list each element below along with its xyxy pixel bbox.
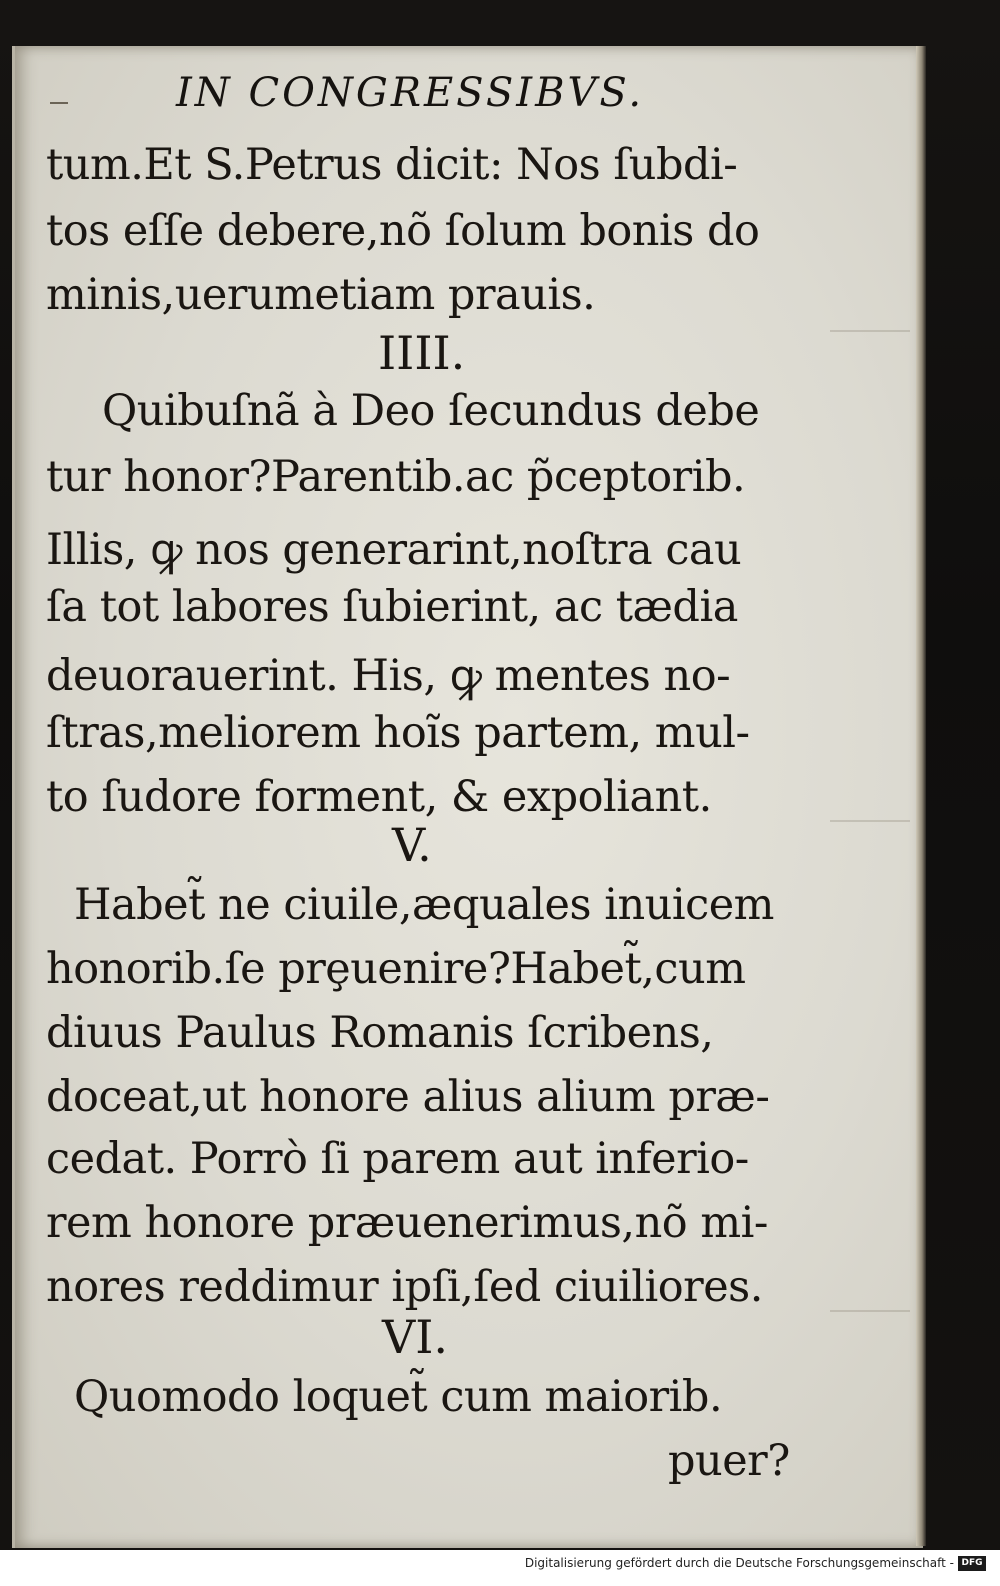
text-line: Quomodo loquet̃ cum maiorib.	[74, 1372, 723, 1422]
show-through	[830, 330, 910, 332]
text-line: Illis, ꝙ nos generarint,noſtra cau	[46, 525, 742, 575]
text-line: doceat,ut honore alius alium præ-	[46, 1072, 770, 1122]
dfg-logo: DFG	[958, 1556, 986, 1571]
text-line: minis,uerumetiam prauis.	[46, 270, 596, 320]
text-line: honorib.ſe prȩuenire?Habet̃,cum	[46, 944, 746, 994]
text-line: diuus Paulus Romanis ſcribens,	[46, 1008, 714, 1058]
text-line: to ſudore forment, & expoliant.	[46, 772, 712, 822]
text-line: ſtras,meliorem hoĩs partem, mul-	[46, 708, 750, 758]
catchword: puer?	[668, 1436, 790, 1486]
footer-credit: Digitalisierung gefördert durch die Deutsche Forschungsgemeinschaft -	[524, 1556, 954, 1570]
text-line: tur honor?Parentib.ac p̃ceptorib.	[46, 452, 746, 502]
running-header: IN CONGRESSIBVS.	[176, 70, 645, 116]
show-through	[830, 1310, 910, 1312]
text-line: ſa tot labores ſubierint, ac tædia	[46, 582, 738, 632]
text-line: Quibuſnã à Deo ſecundus debe	[102, 386, 760, 436]
show-through	[830, 820, 910, 822]
text-line: Habet̃ ne ciuile,æquales inuicem	[74, 880, 774, 930]
header-mark	[50, 102, 68, 104]
text-line: cedat. Porrò ſi parem aut inferio-	[46, 1134, 749, 1184]
text-line: nores reddimur ipſi,ſed ciuiliores.	[46, 1262, 763, 1312]
text-line: tos eſſe debere,nõ ſolum bonis do	[46, 206, 760, 256]
section-numeral: IIII.	[378, 326, 466, 380]
page-edge	[916, 46, 926, 1546]
text-line: rem honore præuenerimus,nõ mi-	[46, 1198, 768, 1248]
text-line: deuorauerint. His, ꝙ mentes no-	[46, 651, 731, 701]
section-numeral: VI.	[382, 1310, 449, 1364]
text-line: tum.Et S.Petrus dicit: Nos ſubdi-	[46, 140, 738, 190]
section-numeral: V.	[392, 818, 432, 872]
